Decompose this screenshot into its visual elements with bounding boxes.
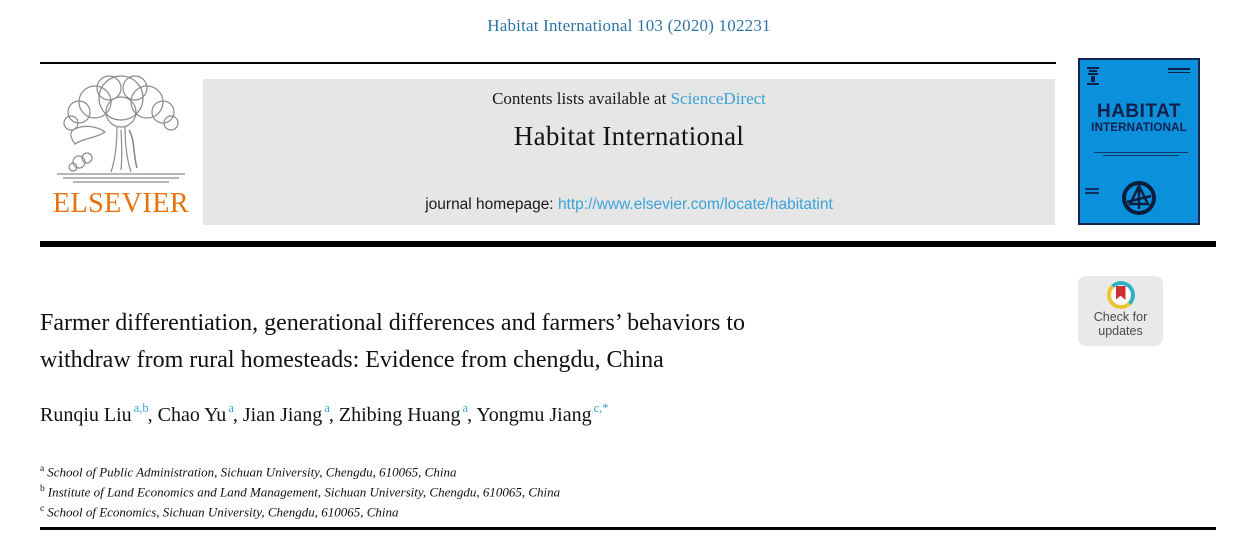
elsevier-logo xyxy=(40,68,202,228)
cover-emblem-icon xyxy=(1119,178,1159,218)
header-top-rule xyxy=(40,62,1056,64)
cover-subtitle-marks xyxy=(1094,152,1188,158)
author-list xyxy=(40,402,1090,427)
author: Chao Yu $^a$, xyxy=(157,401,243,426)
author: Yongmu Jiang $^{c,*}$ xyxy=(476,401,609,426)
article-title xyxy=(40,305,1090,379)
crossmark-bookmark-icon xyxy=(1116,286,1126,300)
contents-lists-line xyxy=(203,89,1055,109)
article-title-line1: Farmer differentiation, generational differences and farmers’ behaviors to xyxy=(40,310,746,336)
cover-title-line1: HABITAT xyxy=(1096,101,1182,122)
check-updates-label: Check for updates xyxy=(1093,310,1148,338)
elsevier-wordmark: ELSEVIER xyxy=(52,188,190,219)
crossmark-icon xyxy=(1107,281,1135,309)
author: Zhibing Huang $^a$, xyxy=(338,401,477,426)
cover-mini-tree-icon xyxy=(1086,66,1100,86)
homepage-url-link[interactable]: http://www.elsevier.com/locate/habitatint xyxy=(557,196,833,213)
header-bottom-rule xyxy=(40,241,1216,247)
cover-title-line2: INTERNATIONAL xyxy=(1091,122,1187,134)
journal-header-box xyxy=(203,79,1055,225)
cover-side-marks xyxy=(1085,188,1099,196)
author: Runqiu Liu $^{a,b}$, xyxy=(40,401,158,426)
footer-rule xyxy=(40,527,1216,530)
journal-homepage-line xyxy=(203,196,1055,214)
author-affil-sup: a xyxy=(462,401,469,415)
author-affil-sup: c,* xyxy=(593,401,609,415)
journal-title: Habitat International xyxy=(513,121,745,151)
author: Jian Jiang $^a$, xyxy=(242,401,339,426)
cover-title xyxy=(1080,102,1198,135)
affiliation: $^a$ School of Public Administration, Sichuan University, Chengdu, 610065, China xyxy=(40,464,457,480)
author-affil-sup: a,b xyxy=(133,401,149,415)
author-affil-sup: a xyxy=(228,401,234,415)
affiliation-list xyxy=(40,461,1090,520)
affiliation: $^c$ School of Economics, Sichuan University, Chengdu, 610065, China xyxy=(40,503,399,519)
journal-cover-thumbnail[interactable] xyxy=(1078,58,1200,225)
cover-issn-marks xyxy=(1168,68,1190,75)
contents-lists-text: Contents lists available at xyxy=(492,89,671,108)
sciencedirect-link[interactable]: ScienceDirect xyxy=(670,89,766,108)
affiliation: $^b$ Institute of Land Economics and Land Management, Sichuan University, Chengdu, 610065, China xyxy=(40,483,561,500)
homepage-label: journal homepage: xyxy=(425,196,558,213)
elsevier-tree-icon xyxy=(43,68,199,186)
check-for-updates-badge[interactable] xyxy=(1078,276,1163,346)
author-affil-sup: a xyxy=(324,401,330,415)
journal-citation-line: Habitat International 103 (2020) 102231 xyxy=(487,16,771,35)
article-title-line2: withdraw from rural homesteads: Evidence from chengdu, China xyxy=(40,347,664,373)
